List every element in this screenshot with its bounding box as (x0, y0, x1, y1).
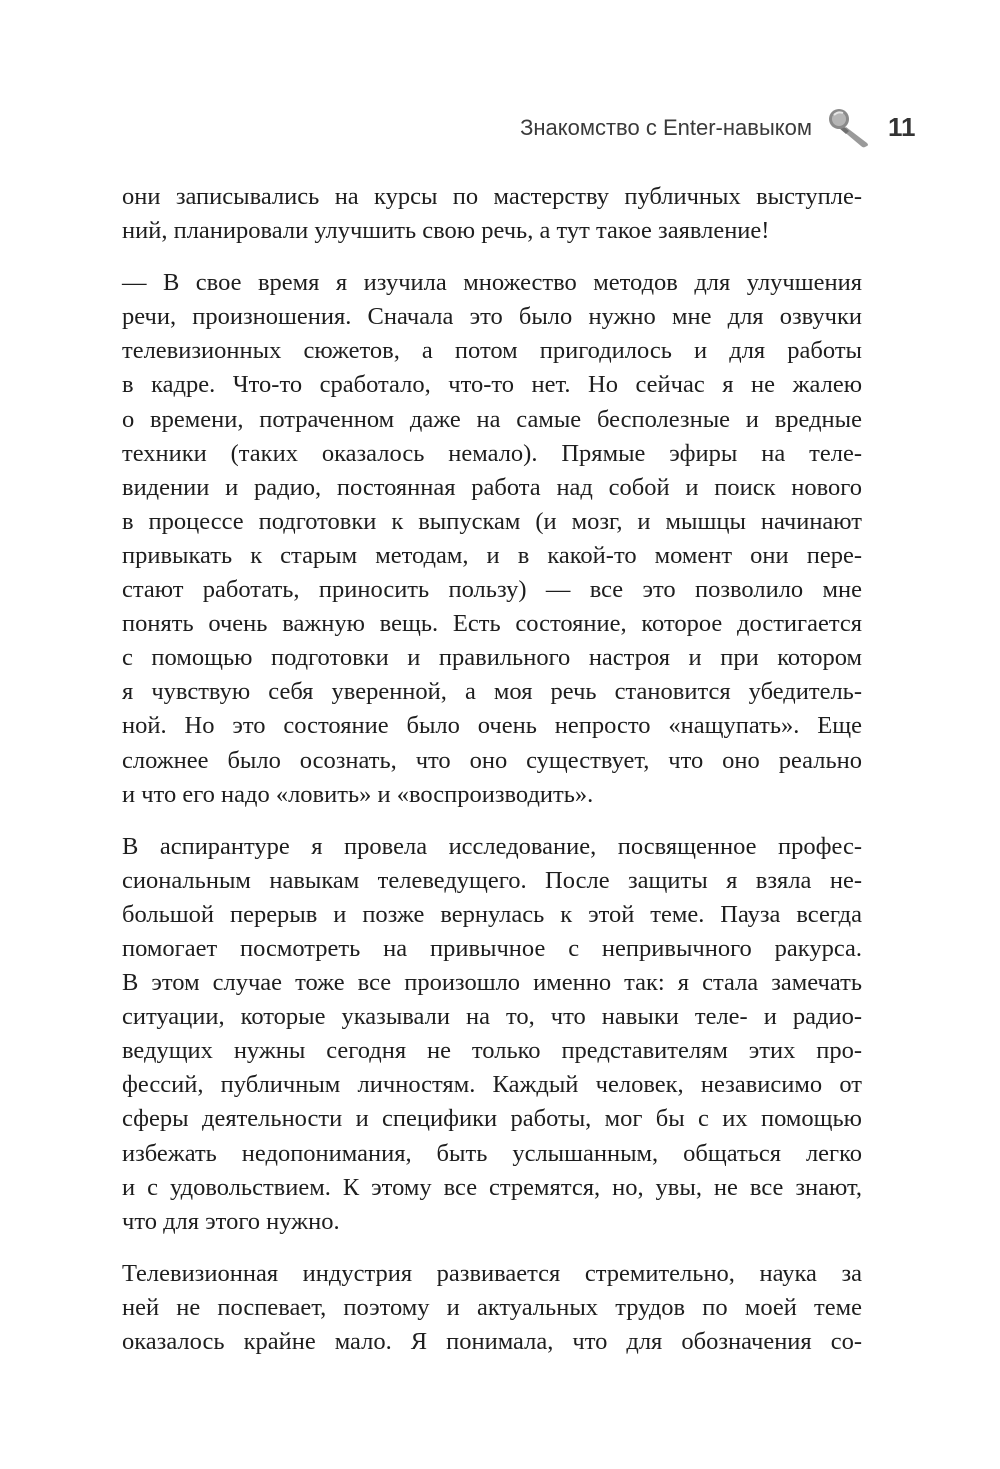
text-line: помогает посмотреть на привычное с непривычного ракурса. (122, 934, 862, 962)
text-line: с помощью подготовки и правильного настроя и при котором (122, 644, 862, 672)
text-line: — В свое время я изучила множество методов для улучшения (122, 269, 862, 297)
text-line: видении и радио, постоянная работа над собой и поиск нового (122, 473, 862, 501)
text-line: что для этого нужно. (122, 1207, 340, 1235)
text-line: ситуации, которые указывали на то, что навыки теле- и радио- (122, 1003, 862, 1031)
text-line: ний, планировали улучшить свою речь, а тут такое заявление! (122, 217, 770, 245)
text-line: в кадре. Что-то сработало, что-то нет. Но сейчас я не жалею (122, 371, 862, 399)
text-line: фессий, публичным личностям. Каждый человек, независимо от (122, 1071, 862, 1099)
text-line: сложнее было осознать, что оно существует, что оно реально (122, 746, 862, 774)
text-line: техники (таких оказалось немало). Прямые эфиры на теле- (122, 439, 862, 467)
paragraph (122, 266, 862, 812)
text-line: ведущих нужны сегодня не только представителям этих про- (122, 1037, 862, 1065)
paragraph (122, 830, 862, 1239)
text-line: В этом случае тоже все произошло именно так: я стала замечать (122, 969, 862, 997)
page-header (0, 103, 1000, 153)
paragraph (122, 1257, 862, 1359)
text-line: оказалось крайне мало. Я понимала, что для обозначения со- (122, 1328, 862, 1355)
text-line: и что его надо «ловить» и «воспроизводить». (122, 780, 594, 808)
text-line: они записывались на курсы по мастерству публичных выступле- (122, 183, 862, 210)
text-line: стают работать, приносить пользу) — все это позволило мне (122, 576, 862, 604)
text-line: сиональным навыкам телеведущего. После защиты я взяла не- (122, 866, 862, 894)
text-line: речи, произношения. Сначала это было нужно мне для озвучки (122, 303, 862, 331)
text-line: В аспирантуре я провела исследование, посвященное профес- (122, 832, 862, 860)
text-line: избежать недопонимания, быть услышанным, общаться легко (122, 1139, 862, 1167)
text-line: Телевизионная индустрия развивается стремительно, наука за (122, 1259, 862, 1287)
text-line: и с удовольствием. К этому все стремятся, но, увы, не все знают, (122, 1173, 862, 1201)
text-line: в процессе подготовки к выпускам (и мозг, и мышцы начинают (122, 507, 862, 535)
body-text (122, 180, 862, 1377)
text-line: сферы деятельности и специфики работы, мог бы с их помощью (122, 1105, 862, 1133)
page-number: 11 (888, 112, 916, 142)
paragraph (122, 180, 862, 248)
running-title: Знакомство с Enter-навыком (520, 115, 812, 140)
text-line: я чувствую себя уверенной, а моя речь становится убедитель- (122, 678, 862, 706)
text-line: привыкать к старым методам, и в какой-то момент они пере- (122, 541, 862, 569)
text-line: ней не поспевает, поэтому и актуальных трудов по моей теме (122, 1293, 862, 1321)
text-line: большой перерыв и позже вернулась к этой теме. Пауза всегда (122, 900, 862, 928)
text-line: телевизионных сюжетов, а потом пригодилось и для работы (122, 337, 862, 365)
microphone-icon (826, 103, 874, 151)
text-line: понять очень важную вещь. Есть состояние, которое достигается (122, 610, 862, 638)
text-line: ной. Но это состояние было очень непросто «нащупать». Еще (122, 712, 862, 740)
text-line: о времени, потраченном даже на самые бесполезные и вредные (122, 405, 862, 433)
